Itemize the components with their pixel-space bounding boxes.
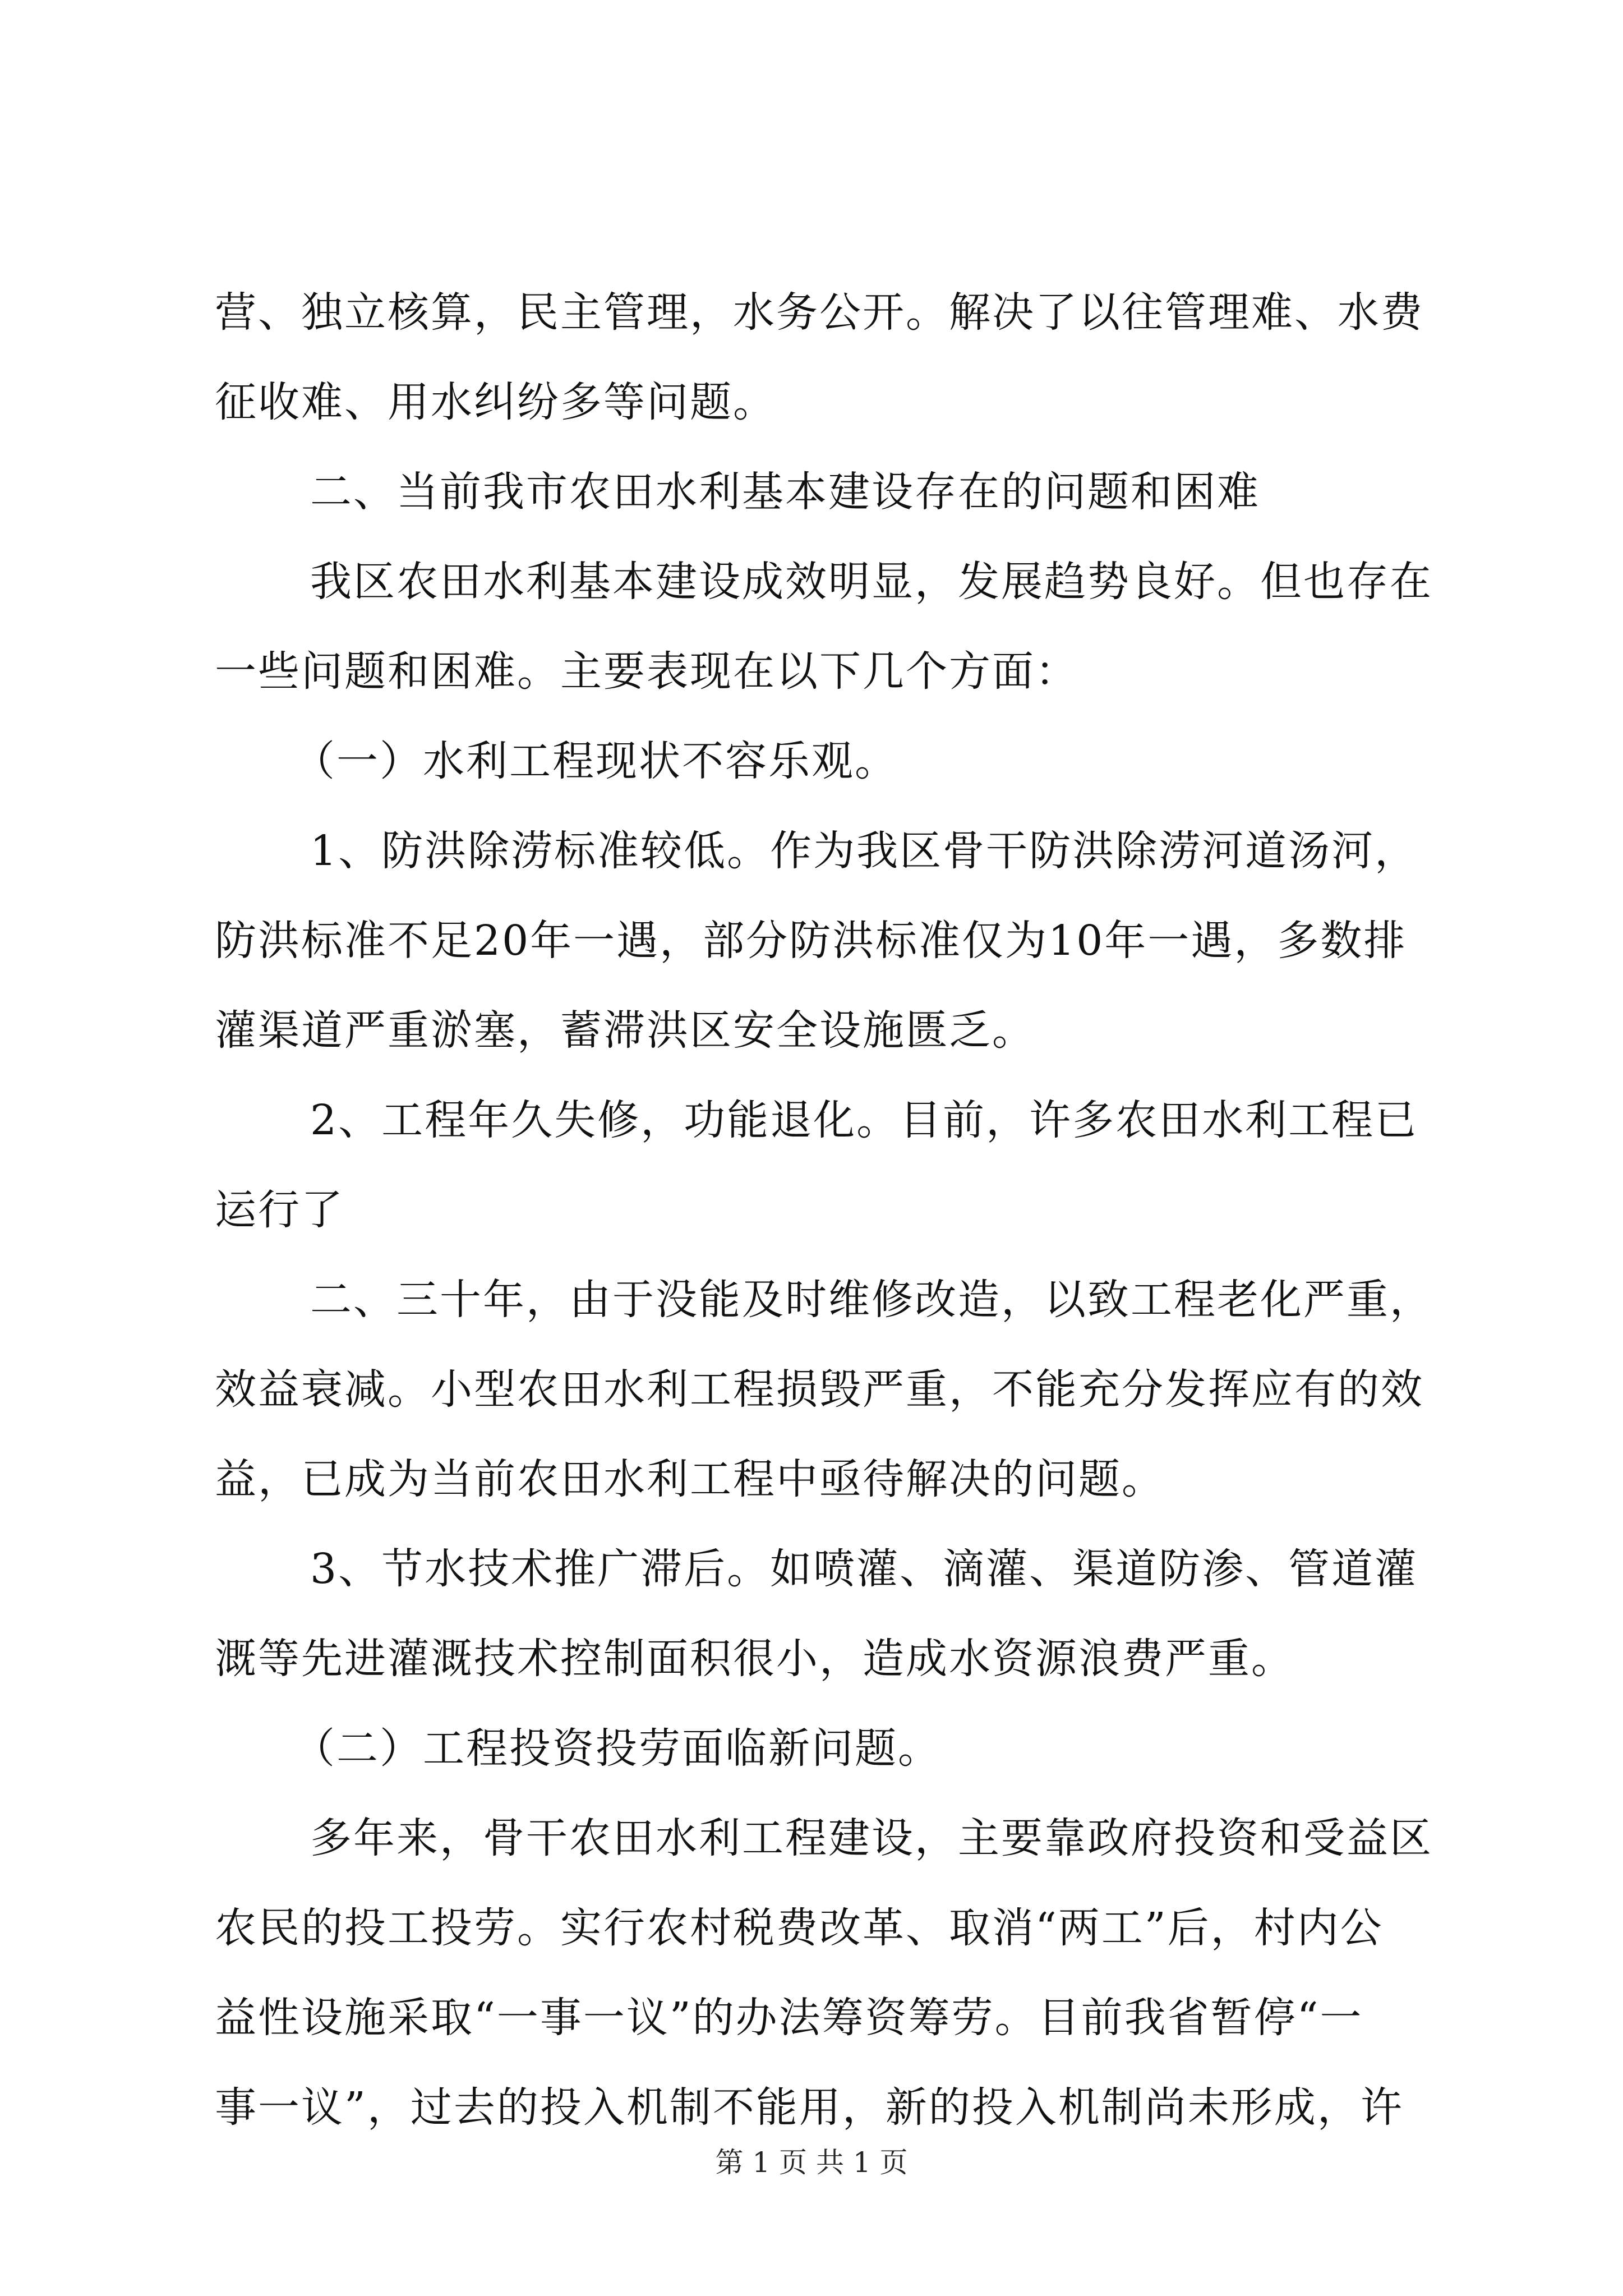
text-line: 运行了 bbox=[215, 1186, 344, 1234]
text-line: 3、节水技术推广滞后。如喷灌、滴灌、渠道防渗、管道灌 bbox=[310, 1545, 1418, 1593]
subsection-heading: （二）工程投资投劳面临新问题。 bbox=[293, 1724, 941, 1773]
text-line: 二、三十年，由于没能及时维修改造，以致工程老化严重， bbox=[310, 1276, 1433, 1324]
text-line: 一些问题和困难。主要表现在以下几个方面： bbox=[215, 647, 1078, 696]
text-line: 益性设施采取“一事一议”的办法筹资筹劳。目前我省暂停“一 bbox=[215, 1994, 1363, 2042]
text-line: 益，已成为当前农田水利工程中亟待解决的问题。 bbox=[215, 1455, 1165, 1503]
text-line: 防洪标准不足20年一遇，部分防洪标准仅为10年一遇，多数排 bbox=[215, 917, 1407, 965]
text-line: 事一议”，过去的投入机制不能用，新的投入机制尚未形成，许 bbox=[215, 2083, 1404, 2132]
text-line: 多年来，骨干农田水利工程建设，主要靠政府投资和受益区 bbox=[310, 1814, 1433, 1862]
text-line: 2、工程年久失修，功能退化。目前，许多农田水利工程已 bbox=[310, 1096, 1418, 1144]
text-line: 征收难、用水纠纷多等问题。 bbox=[215, 378, 776, 426]
text-line: 灌渠道严重淤塞，蓄滞洪区安全设施匮乏。 bbox=[215, 1006, 1035, 1055]
page-footer: 第 1 页 共 1 页 bbox=[715, 2146, 908, 2179]
text-line: 农民的投工投劳。实行农村税费改革、取消“两工”后，村内公 bbox=[215, 1904, 1384, 1952]
text-line: 营、独立核算，民主管理，水务公开。解决了以往管理难、水费 bbox=[215, 288, 1424, 337]
text-line: 1、防洪除涝标准较低。作为我区骨干防洪除涝河道汤河， bbox=[310, 827, 1418, 875]
subsection-heading: （一）水利工程现状不容乐观。 bbox=[293, 737, 898, 785]
text-line: 溉等先进灌溉技术控制面积很小，造成水资源浪费严重。 bbox=[215, 1635, 1294, 1683]
text-line: 我区农田水利基本建设成效明显，发展趋势良好。但也存在 bbox=[310, 558, 1433, 606]
text-line: 效益衰减。小型农田水利工程损毁严重，不能充分发挥应有的效 bbox=[215, 1365, 1424, 1414]
section-heading: 二、当前我市农田水利基本建设存在的问题和困难 bbox=[310, 468, 1260, 516]
